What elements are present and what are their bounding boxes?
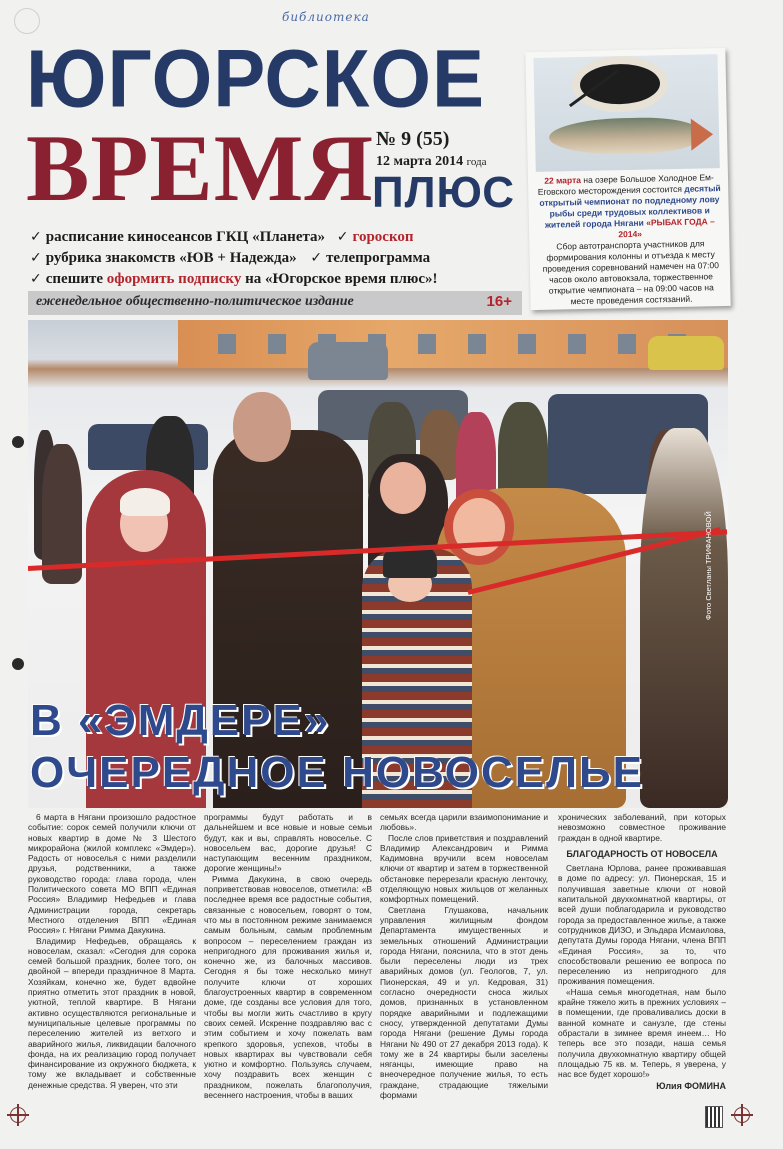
background-building <box>178 320 728 368</box>
article-paragraph: хронических заболеваний, при которых невозможно совместное проживание граждан в одной квартире. <box>558 812 726 843</box>
checkmark-icon: ✓ <box>310 250 323 266</box>
feature-bullets <box>30 227 530 290</box>
fishing-promo-box <box>525 48 730 310</box>
article-paragraph: Светлана Юрлова, ранее проживавшая в доме по адресу: ул. Пионерская, 15 и получившая заветные ключи от новой капитальной двухкомнатной квартиры, от всей души поблагодарила и руководство города за предоставленное жилье, а также сотрудников ДИЗО, и Эльдара Исмаилова, депутата Думы города Нягани, члена ВПП «Единая Россия», за то, что способствовали решению ее вопроса по переселению из непригодного для проживания помещения. <box>558 863 726 987</box>
article-paragraph: После слов приветствия и поздравлений Владимир Александрович и Римма Кадимовна вручили всем новоселам ключи от квартир и затем в торжественной обстановке перерезали красную ленточку, отделяющую новых жильцов от желанных комфортных помещений. <box>380 832 548 905</box>
promo-highlight: «РЫБАК ГОДА – 2014» <box>618 216 715 240</box>
face <box>380 462 426 514</box>
article-paragraph: Светлана Глушакова, начальник управления жилищным фондом Департамента имущественных и земельных отношений Администрации города Нягани, пояснила, что в этот день были переселены люди из трех аварийных домов (ул. Геологов, 7, ул. Пионерская, 49 и ул. Кедровая, 31) согласно очередности сноса жилых домов, признанных в установленном порядке аварийными и подлежащими сносу, утвержденной депутатами Думы города Нягани (решение Думы города Нягани № 490 от 27 декабря 2013 года). К тому же в 24 квартиры были заселены няганцы, имеющие право на внеочередное получение жилья, то есть граждане, страдающие тяжелыми формами <box>380 904 548 1101</box>
issue-date-value: 12 марта 2014 <box>376 154 464 169</box>
registration-mark-icon <box>10 1107 26 1123</box>
promo-line3: Сбор автотранспорта участников для формирования колонны и отъезда к месту проведения соревнований намечен на 07:00 часов около автовокзала, торжественное открытие чемпионата – на 09:00 часов на месте проведения состязаний. <box>542 238 720 307</box>
color-bar-icon <box>705 1106 723 1128</box>
promo-text <box>534 172 727 308</box>
checkmark-icon: ✓ <box>30 250 42 266</box>
issue-date-suffix: года <box>466 156 487 168</box>
bullet-text: рубрика знакомств «ЮВ + Надежда» <box>45 250 297 266</box>
article-paragraph: Римма Дакукина, в свою очередь поприветствовав новоселов, отметила: «В последнее время все радостные события, связанные с новосельем, говорят о том, что мы в постоянном режиме занимаемся самым больным, самым проблемным вопросом – переселением граждан из непригодного для проживания жилья и, конечно же, из балочных массивов. Сегодня я бы тоже несколько минут получите ключи от хороших благоустроенных квартир в современном доме, где созданы все условия для того, чтобы вы могли жить счастливо в кругу своих семей. Искренне поздравляю вас с этим событием и хочу пожелать вам крепкого здоровья, успехов, чтобы в новых квартирах вы чувствовали себя уютно и комфортно. Пользуясь случаем, хочу поздравить всех женщин с праздником, пожелать благополучия, весеннего настроения, чтобы в ваших <box>204 873 372 1101</box>
article-paragraph: программы будут работать и в дальнейшем и все новые и новые семьи будут, как и вы, справлять новоселье. С новосельем вас, дорогие друзья! С наступающим весенним праздником, дорогие женщины!» <box>204 812 372 874</box>
article-column-4 <box>558 812 726 1092</box>
bullet-text: телепрограмма <box>326 250 431 266</box>
bullet-row-2 <box>30 248 530 269</box>
fish-tail <box>691 118 714 150</box>
masthead-title-line2: ВРЕМЯ <box>26 115 375 221</box>
masthead-title-line1: ЮГОРСКОЕ <box>26 31 486 125</box>
article-paragraph: 6 марта в Нягани произошло радостное событие: сорок семей получили ключи от новых квартир в доме № 3 Шестого микрорайона (жилой комплекс «Эмдер»). Радость от новоселья с ними разделили друзья, родственники, а также руководство города: глава города, член Политического совета МО ВПП «Единая Россия» Владимир Нефедьев и глава Администрации города, секретарь Местного отделения ВПП «Единая Россия» г. Нягани Римма Дакукина. <box>28 812 196 936</box>
article-paragraph: Владимир Нефедьев, обращаясь к новоселам, сказал: «Сегодня для сорока семей большой праздник, более того, он двойной – впереди праздничное 8 Марта. Хозяйкам, конечно же, будет вдвойне приятно отметить этот праздник в новой, уютной, теплой квартире. В Нягани активно осуществляются региональные и муниципальные целевые программы по переселению жителей из ветхого и аварийного жилья, ликвидации балочного фонда, на их реализацию город получает финансирование из окружного бюджета, к тому же вкладывает и собственные денежные средства. Я уверен, что эти <box>28 935 196 1090</box>
issue-number-value: № 9 <box>376 128 412 150</box>
bullet-text-highlight: оформить подписку <box>106 271 242 287</box>
promo-line1: на озере Большое Холодное Ем-Еговского месторождения состоится <box>537 172 714 197</box>
article-column-1 <box>28 812 196 1090</box>
issue-total-value: (55) <box>416 128 450 150</box>
punch-hole <box>12 436 24 448</box>
article-body <box>28 812 730 1101</box>
girl-hat <box>120 488 170 516</box>
bullet-row-1 <box>30 227 530 248</box>
checkmark-icon: ✓ <box>30 229 42 245</box>
man-face <box>233 392 291 462</box>
headline-line2: ОЧЕРЕДНОЕ НОВОСЕЛЬЕ <box>30 748 644 797</box>
bullet-text: расписание киносеансов ГКЦ «Планета» <box>45 229 326 245</box>
bullet-row-3 <box>30 269 530 290</box>
age-rating-badge: 16+ <box>486 293 512 310</box>
fish-image <box>549 117 700 156</box>
ice-hole <box>580 63 661 105</box>
corner-stamp-mark <box>14 8 40 34</box>
tagline-bar <box>28 291 522 315</box>
tagline-text: еженедельное общественно-политическое издание <box>36 294 354 309</box>
article-column-2 <box>204 812 372 1100</box>
bullet-text: на «Югорское время плюс»! <box>245 271 438 287</box>
masthead-title-line3: ПЛЮС <box>372 168 516 217</box>
promo-line2: десятый открытый чемпионат по подледному лову рыбы среди трудовых коллективов и жителей города Нягани <box>539 183 721 230</box>
article-paragraph: «Наша семья многодетная, нам было крайне тяжело жить в прежних условиях – в помещении, где проваливались доски в ванной комнате и санузле, где стены обрастали в зимнее время инеем… Но теперь все это позади, наша семья получила двухкомнатную квартиру общей площадью 75 кв. м. Теперь, я уверена, у нас все будет хорошо!» <box>558 986 726 1080</box>
punch-hole <box>12 658 24 670</box>
handwritten-note: библиотека <box>282 10 370 24</box>
article-author: Юлия ФОМИНА <box>656 1081 726 1092</box>
yellow-bus <box>648 336 724 370</box>
bullet-text-highlight: гороскоп <box>352 229 414 245</box>
ice-fishing-photo <box>533 54 719 172</box>
promo-date: 22 марта <box>544 174 582 186</box>
checkmark-icon: ✓ <box>30 271 42 287</box>
issue-number <box>376 128 449 151</box>
parked-van <box>308 342 388 380</box>
registration-mark-icon <box>734 1107 750 1123</box>
checkmark-icon: ✓ <box>336 229 349 245</box>
photo-credit: Фото Светланы ТРИФАНОВОЙ <box>704 511 713 620</box>
article-paragraph: семьях всегда царили взаимопонимание и любовь». <box>380 812 548 833</box>
woman-in-fur-right <box>640 428 728 808</box>
headline-line1: В «ЭМДЕРЕ» <box>30 696 331 745</box>
bullet-text: спешите <box>45 271 104 287</box>
article-column-3 <box>380 812 548 1100</box>
article-subhead: БЛАГОДАРНОСТЬ ОТ НОВОСЕЛА <box>566 848 718 859</box>
